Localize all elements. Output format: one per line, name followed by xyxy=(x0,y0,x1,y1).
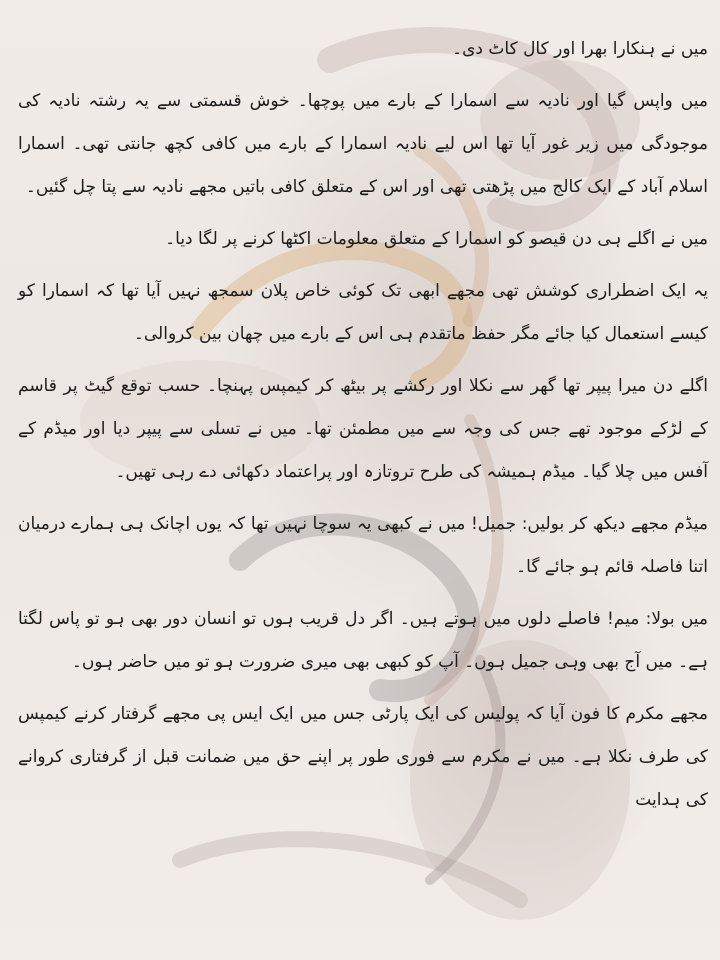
paragraph: میں بولا: میم! فاصلے دلوں میں ہوتے ہیں۔ اگر دل قریب ہوں تو انسان دور بھی ہو تو پاس لگتا ہے۔ میں آج بھی وہی جمیل ہوں۔ آپ کو کبھی بھی میری ضرورت ہو تو میں حاضر ہوں۔ xyxy=(18,609,708,672)
paragraph: اگلے دن میرا پیپر تھا گھر سے نکلا اور رکشے پر بیٹھ کر کیمپس پہنچا۔ حسب توقع گیٹ پر قاسم کے لڑکے موجود تھے جس کی وجہ سے میں مطمئن تھا۔ میں نے تسلی سے پیپر دیا اور میڈم کے آفس میں چلا گیا۔ میڈم ہمیشہ کی طرح تروتازہ اور پراعتماد دکھائی دے رہی تھیں۔ xyxy=(18,376,708,482)
paragraph: میں واپس گیا اور نادیہ سے اسمارا کے بارے میں پوچھا۔ خوش قسمتی سے یہ رشتہ نادیہ کی موجودگی میں زیر غور آیا تھا اس لیے نادیہ اسمارا کے بارے میں کافی کچھ جانتی تھی۔ اسمارا اسلام آباد کے ایک کالج میں پڑھتی تھی اور اس کے متعلق کافی باتیں مجھے نادیہ سے پتا چل گئیں۔ xyxy=(18,91,708,197)
paragraph: میں نے اگلے ہی دن قیصو کو اسمارا کے متعلق معلومات اکٹھا کرنے پر لگا دیا۔ xyxy=(165,229,708,249)
paragraph: مجھے مکرم کا فون آیا کہ پولیس کی ایک پارٹی جس میں ایک ایس پی مجھے گرفتار کرنے کیمپس کی طرف نکلا ہے۔ میں نے مکرم سے فوری طور پر اپنے حق میں ضمانت قبل از گرفتاری کروانے کی ہدایت xyxy=(18,704,708,810)
paragraph: میں نے ہنکارا بھرا اور کال کاٹ دی۔ xyxy=(452,39,708,59)
paragraph: میڈم مجھے دیکھ کر بولیں: جمیل! میں نے کبھی یہ سوچا نہیں تھا کہ یوں اچانک ہی ہمارے درمیان اتنا فاصلہ قائم ہو جائے گا۔ xyxy=(18,514,708,577)
story-text xyxy=(18,28,708,831)
paragraph: یہ ایک اضطراری کوشش تھی مجھے ابھی تک کوئی خاص پلان سمجھ نہیں آیا تھا کہ اسمارا کو کیسے استعمال کیا جائے مگر حفظ ماتقدم ہی اس کے بارے میں چھان بین کروالی۔ xyxy=(18,281,708,344)
calligraphy-stroke xyxy=(180,839,520,900)
